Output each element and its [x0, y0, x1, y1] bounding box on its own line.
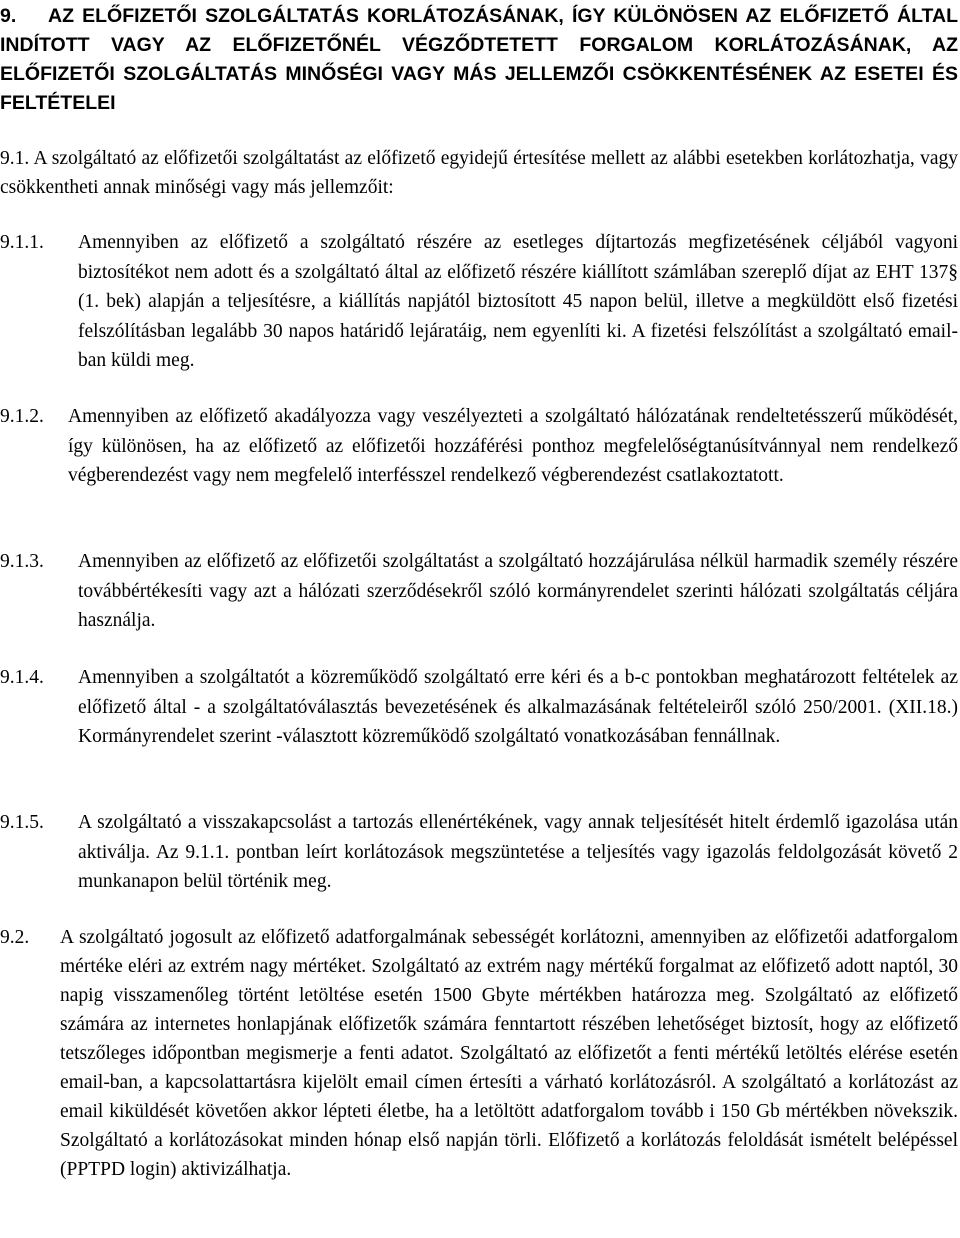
section-number: 9.: [0, 5, 17, 27]
item-text: A szolgáltató a visszakapcsolást a tartozás ellenértékének, vagy annak teljesítését hitelt érdemlő igazolása után aktiválja. Az 9.1.1. pontban leírt korlátozások megszüntetése a teljesítés vagy igazolás feldolgozását követő 2 munkanapon belül történik meg.: [78, 812, 958, 892]
item-number: 9.1.2.: [0, 406, 44, 427]
item-number: 9.1.3.: [0, 551, 44, 572]
item-text: A szolgáltató jogosult az előfizető adatforgalmának sebességét korlátozni, amennyiben az előfizetői adatforgalom mértéke eléri az extrém nagy mértéket. Szolgáltató az extrém nagy mértékű forgalmat az előfizető adott naptól, 30 napig visszamenőleg történt letöltése esetén 1500 Gbyte mértékben határozza meg. Szolgáltató az előfizető számára az internetes honlapjának előfizetők számára fenntartott részében lehetőséget biztosít, hogy az előfizető tetszőleges időpontban megismerje a fenti adatot. Szolgáltató az előfizetőt a fenti mértékű letöltés elérése esetén email-ban, a kapcsolattartásra kijelölt email címen értesíti a várható korlátozásról. A szolgáltató a korlátozást az email kiküldését követően akkor lépteti életbe, ha a letöltött adatforgalom tovább i 150 Gb mértékben növekszik. Szolgáltató a korlátozásokat minden hónap első napján törli. Előfizető a korlátozás feloldását ismételt belépéssel (PPTPD login) aktivizálhatja.: [60, 927, 958, 1180]
intro-paragraph: [0, 144, 958, 202]
item-number: 9.1.1.: [0, 232, 44, 253]
list-item: [0, 663, 958, 752]
list-item: [0, 808, 958, 897]
item-text: Amennyiben a szolgáltatót a közreműködő szolgáltató erre kéri és a b-c pontokban meghatározott feltételek az előfizető által - a szolgáltatóválasztás bevezetésének és alkalmazásának feltételeiről szóló 250/2001. (XII.18.) Kormányrendelet szerint -választott közreműködő szolgáltató vonatkozásában fennállnak.: [78, 667, 958, 747]
item-number: 9.2.: [0, 927, 30, 948]
item-number: 9.1.5.: [0, 812, 44, 833]
section-heading: [0, 2, 958, 118]
item-text: Amennyiben az előfizető a szolgáltató részére az esetleges díjtartozás megfizetésének céljából vagyoni biztosítékot nem adott és a szolgáltató által az előfizető részére kiállított számlában szereplő díjat az EHT 137§ (1. bek) alapján a teljesítésre, a kiállítás napjától biztosított 45 napon belül, illetve a megküldött első fizetési felszólításban legalább 30 napos határidő lejáratáig, nem egyenlíti ki. A fizetési felszólítást a szolgáltató email-ban küldi meg.: [78, 232, 958, 371]
list-item: [0, 547, 958, 636]
list-item: [0, 923, 958, 1184]
section-title: AZ ELŐFIZETŐI SZOLGÁLTATÁS KORLÁTOZÁSÁNAK, ÍGY KÜLÖNÖSEN AZ ELŐFIZETŐ ÁLTAL INDÍTOTT VAGY AZ ELŐFIZETŐNÉL VÉGZŐDTETETT FORGALOM KORLÁTOZÁSÁNAK, AZ ELŐFIZETŐI SZOLGÁLTATÁS MINŐSÉGI VAGY MÁS JELLEMZŐI CSÖKKENTÉSÉNEK AZ ESETEI ÉS FELTÉTELEI: [0, 5, 958, 114]
intro-number: 9.1.: [0, 148, 30, 169]
list-item: [0, 402, 958, 491]
item-number: 9.1.4.: [0, 667, 44, 688]
list-item: [0, 228, 958, 376]
item-text: Amennyiben az előfizető akadályozza vagy veszélyezteti a szolgáltató hálózatának rendeltetésszerű működését, így különösen, ha az előfizető az előfizetői hozzáférési ponthoz megfelelőségtanúsítvánnyal nem rendelkező végberendezést vagy nem megfelelő interfésszel rendelkező végberendezést csatlakoztatott.: [68, 406, 958, 486]
item-text: Amennyiben az előfizető az előfizetői szolgáltatást a szolgáltató hozzájárulása nélkül harmadik személy részére továbbértékesíti vagy azt a hálózati szerződésekről szóló kormányrendelet szerinti hálózati szolgáltatás céljára használja.: [78, 551, 958, 631]
intro-text: A szolgáltató az előfizetői szolgáltatást az előfizető egyidejű értesítése mellett az alábbi esetekben korlátozhatja, vagy csökkentheti annak minőségi vagy más jellemzőit:: [0, 148, 958, 198]
